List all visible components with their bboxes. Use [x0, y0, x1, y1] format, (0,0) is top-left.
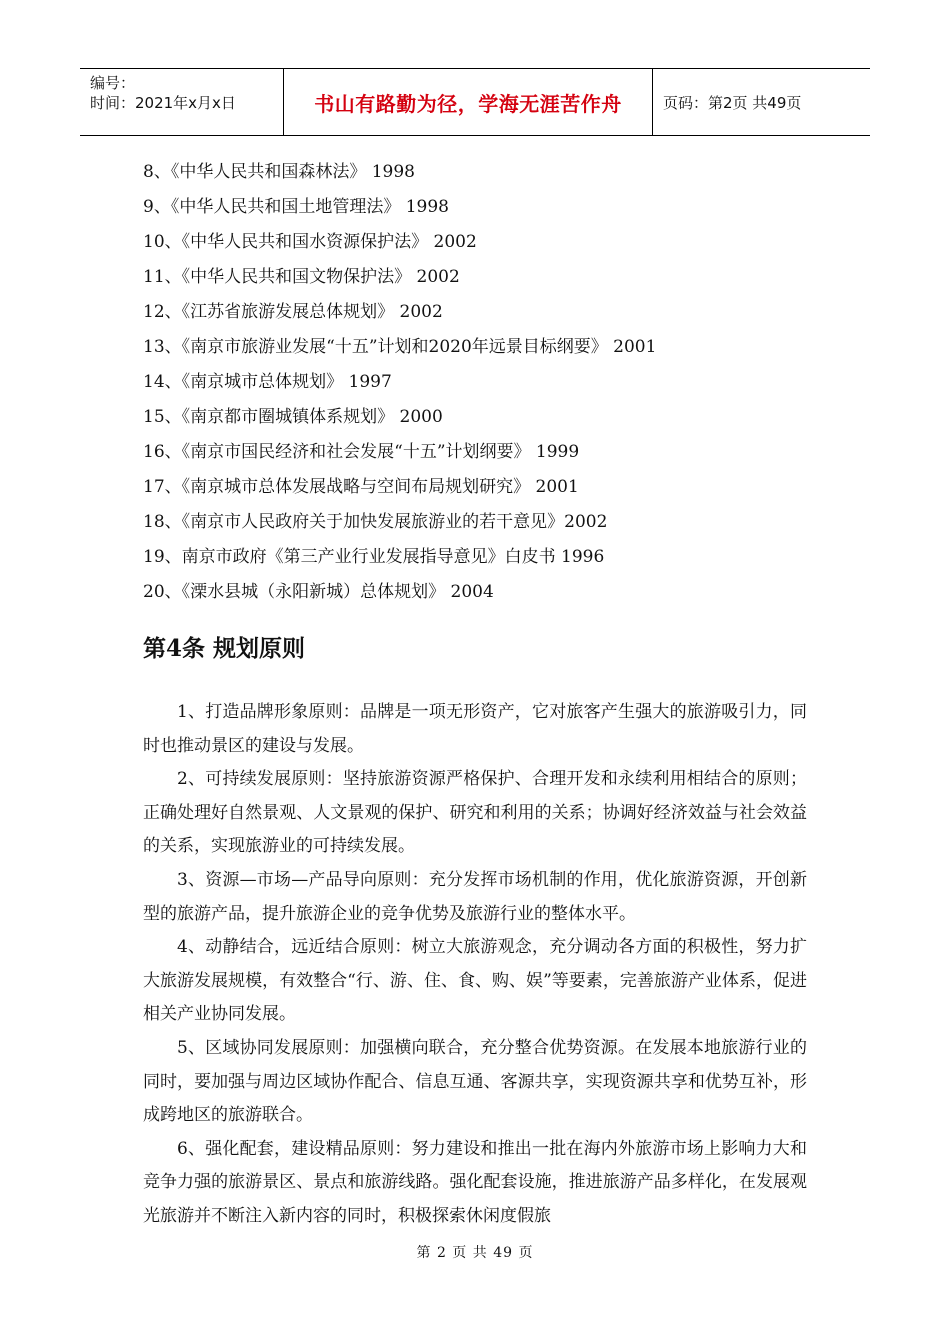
principle-paragraph: 2、可持续发展原则：坚持旅游资源严格保护、合理开发和永续利用相结合的原则；正确处理好自然景观、人文景观的保护、研究和利用的关系；协调好经济效益与社会效益的关系，实现旅游业的可持续发展。 [143, 769, 807, 857]
reference-item: 13、《南京市旅游业发展“十五”计划和2020年远景目标纲要》 2001 [143, 337, 657, 357]
header-motto: 书山有路勤为径，学海无涯苦作舟 [314, 91, 622, 116]
reference-item: 9、《中华人民共和国土地管理法》 1998 [143, 197, 449, 217]
page-footer: 第 2 页 共 49 页 [416, 1245, 534, 1261]
reference-item: 14、《南京城市总体规划》 1997 [143, 372, 392, 392]
header-page-info: 页码：第2页 共49页 [663, 93, 802, 112]
page-header [80, 68, 870, 136]
reference-item: 20、《溧水县城（永阳新城）总体规划》 2004 [143, 582, 494, 602]
principle-paragraph: 3、资源—市场—产品导向原则：充分发挥市场机制的作用，优化旅游资源，开创新型的旅游产品，提升旅游企业的竞争优势及旅游行业的整体水平。 [143, 869, 807, 924]
header-meta [80, 69, 283, 135]
section-heading: 第4条 规划原则 [143, 635, 306, 662]
document-time-label: 时间：2021年x月x日 [90, 94, 236, 112]
reference-item: 17、《南京城市总体发展战略与空间布局规划研究》 2001 [143, 477, 579, 497]
reference-item: 18、《南京市人民政府关于加快发展旅游业的若干意见》2002 [143, 512, 608, 532]
document-number-label: 编号： [90, 74, 136, 92]
principle-paragraph: 1、打造品牌形象原则：品牌是一项无形资产，它对旅客产生强大的旅游吸引力，同时也推动景区的建设与发展。 [143, 702, 807, 756]
reference-item: 12、《江苏省旅游发展总体规划》 2002 [143, 302, 443, 322]
reference-item: 15、《南京都市圈城镇体系规划》 2000 [143, 407, 443, 427]
header-motto-cell [283, 69, 653, 135]
reference-item: 19、南京市政府《第三产业行业发展指导意见》白皮书 1996 [143, 547, 605, 567]
principle-paragraph: 4、动静结合，远近结合原则：树立大旅游观念，充分调动各方面的积极性，努力扩大旅游发展规模，有效整合“行、游、住、食、购、娱”等要素，完善旅游产业体系，促进相关产业协同发展。 [143, 937, 807, 1025]
reference-item: 16、《南京市国民经济和社会发展“十五”计划纲要》 1999 [143, 442, 580, 462]
principle-paragraph: 6、强化配套，建设精品原则：努力建设和推出一批在海内外旅游市场上影响力大和竞争力强的旅游景区、景点和旅游线路。强化配套设施，推进旅游产品多样化，在发展观光旅游并不断注入新内容的同时，积极探索休闲度假旅 [143, 1138, 807, 1226]
reference-item: 10、《中华人民共和国水资源保护法》 2002 [143, 232, 477, 252]
principle-paragraph: 5、区域协同发展原则：加强横向联合，充分整合优势资源。在发展本地旅游行业的同时，要加强与周边区域协作配合、信息互通、客源共享，实现资源共享和优势互补，形成跨地区的旅游联合。 [143, 1037, 807, 1126]
reference-item: 8、《中华人民共和国森林法》 1998 [143, 162, 415, 182]
principles-body [143, 696, 807, 1234]
reference-list [143, 155, 823, 610]
reference-item: 11、《中华人民共和国文物保护法》 2002 [143, 267, 460, 287]
